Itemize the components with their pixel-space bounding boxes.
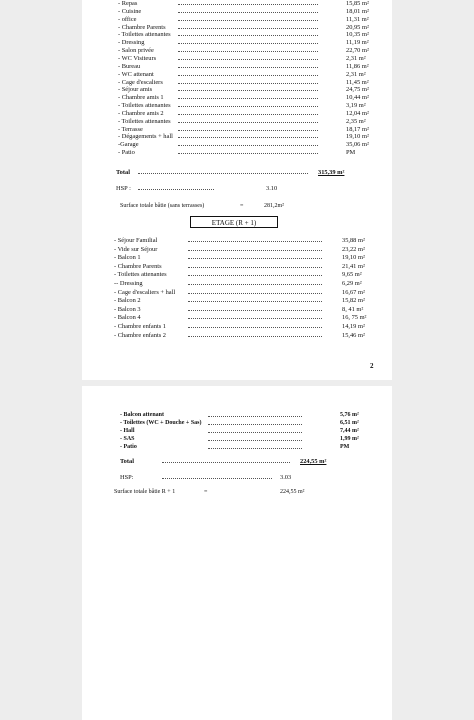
surface-equals: = — [240, 203, 244, 209]
room-area: 10,35 m² — [346, 31, 369, 39]
room-row — [114, 254, 365, 262]
room-name: - Repas — [118, 0, 138, 7]
room-name: - Chambre amis 2 — [118, 109, 164, 117]
dotted-leader — [188, 250, 322, 251]
room-area: 19,10 m² — [346, 133, 369, 141]
room-row — [114, 245, 365, 253]
surface-row — [114, 489, 354, 496]
room-name: - Toilettes attenantes — [118, 31, 171, 39]
room-name: - Toilettes attenantes — [118, 117, 171, 125]
surface-value: 281,2m² — [264, 203, 284, 209]
room-area: 2,31 m² — [346, 54, 366, 62]
room-area: 11,86 m² — [346, 62, 369, 70]
room-area: PM — [340, 444, 350, 450]
room-row — [114, 262, 365, 270]
total-row — [116, 169, 356, 176]
room-name: - office — [118, 15, 137, 23]
room-area: 2,31 m² — [346, 70, 366, 78]
room-row — [118, 141, 369, 149]
dotted-leader — [178, 4, 318, 5]
dotted-leader — [188, 310, 322, 311]
hsp-value: 3.10 — [266, 185, 278, 192]
room-name: -- Dressing — [114, 280, 143, 287]
room-area: 22,70 m² — [346, 47, 369, 55]
dotted-leader — [178, 59, 318, 60]
room-name: - Séjour amis — [118, 86, 153, 94]
room-name: - Vide sur Séjour — [114, 245, 158, 253]
room-area: 23,22 m² — [342, 245, 365, 253]
document-page-1 — [82, 0, 392, 380]
room-area: 8, 41 m² — [342, 305, 364, 313]
room-row — [118, 78, 369, 86]
room-name: - Salon privée — [118, 47, 154, 55]
dotted-leader — [208, 440, 302, 441]
room-row — [118, 133, 369, 141]
dotted-leader — [178, 98, 318, 99]
room-row — [118, 70, 366, 78]
total-row — [120, 458, 360, 465]
room-name: - Balcon 2 — [114, 297, 141, 305]
room-row — [120, 444, 360, 451]
room-area: 19,10 m² — [342, 254, 365, 262]
room-area: 1,99 m² — [340, 436, 359, 442]
dotted-leader — [178, 83, 318, 84]
room-row — [118, 102, 366, 110]
room-name: - Balcon attenant — [120, 412, 164, 418]
room-name: - Chambre Parents — [114, 262, 162, 270]
room-name: - Terrasse — [118, 125, 143, 133]
room-name: - Chambre amis 1 — [118, 94, 164, 102]
dotted-leader — [208, 432, 302, 433]
room-row — [118, 7, 369, 15]
dotted-leader — [208, 424, 302, 425]
room-row — [118, 149, 358, 156]
room-name: - Balcon 4 — [114, 314, 141, 322]
room-name: - Balcon 1 — [114, 254, 141, 262]
dotted-leader — [188, 258, 322, 259]
room-row — [120, 420, 360, 427]
room-row — [114, 271, 362, 279]
floor-heading: ETAGE (R + 1) — [190, 216, 278, 228]
room-area: 15,82 m² — [342, 297, 365, 305]
room-area: 5,76 m² — [340, 412, 359, 418]
room-row — [120, 428, 360, 435]
surface-label: Surface totale bâtie (sans terrasses) — [120, 203, 205, 209]
dotted-leader — [188, 284, 322, 285]
room-name: - Toilettes attenantes — [118, 102, 171, 110]
dotted-leader — [138, 173, 308, 174]
dotted-leader — [178, 145, 318, 146]
room-area: 3,19 m² — [346, 102, 366, 110]
room-row — [118, 47, 369, 55]
room-row — [118, 62, 369, 70]
room-row — [114, 331, 365, 339]
room-name: -Garage — [118, 141, 139, 149]
room-name: - Chambre enfants 2 — [114, 331, 166, 339]
room-name: - Cage d'escaliers + hall — [114, 288, 176, 296]
dotted-leader — [188, 318, 322, 319]
room-area: 20,95 m² — [346, 23, 369, 31]
dotted-leader — [208, 448, 302, 449]
room-area: 6,51 m² — [340, 420, 359, 426]
dotted-leader — [138, 189, 214, 190]
room-area: 11,31 m² — [346, 15, 369, 23]
room-name: - Balcon 3 — [114, 305, 141, 313]
room-area: 24,75 m² — [346, 86, 369, 94]
room-row — [114, 280, 362, 287]
room-area: 2,35 m² — [346, 117, 366, 125]
room-area: 15,85 m² — [346, 0, 369, 7]
room-row — [118, 15, 369, 23]
total-label: Total — [116, 169, 130, 176]
dotted-leader — [178, 28, 318, 29]
total-value: 224,55 m² — [300, 458, 327, 465]
room-row — [114, 305, 364, 313]
room-row — [118, 0, 369, 7]
room-name: - Dégagements + hall — [118, 133, 173, 141]
room-name: - Patio — [118, 149, 135, 157]
room-area: 16,67 m² — [342, 288, 365, 296]
room-name: - Chambre enfants 1 — [114, 323, 166, 330]
room-name: - Toilettes attenantes — [114, 271, 167, 279]
hsp-value: 3.03 — [280, 474, 292, 481]
room-area: 35,88 m² — [342, 237, 365, 244]
room-name: - Cage d'escaliers — [118, 78, 163, 86]
dotted-leader — [178, 153, 318, 154]
room-row — [114, 297, 365, 305]
dotted-leader — [178, 43, 318, 44]
dotted-leader — [178, 51, 318, 52]
surface-label: Surface totale bâtie R + 1 — [114, 489, 176, 495]
room-name: - SAS — [120, 436, 135, 442]
room-row — [118, 117, 366, 125]
hsp-row — [116, 185, 356, 192]
room-area: 18,17 m² — [346, 125, 369, 133]
room-name: - WC attenant — [118, 70, 154, 78]
room-name: - Hall — [120, 428, 135, 434]
dotted-leader — [178, 75, 318, 76]
document-page-2 — [82, 386, 392, 720]
room-name: - Toilettes (WC + Douche + Sas) — [120, 420, 202, 426]
dotted-leader — [162, 462, 290, 463]
room-area: 10,44 m² — [346, 94, 369, 102]
room-row — [118, 31, 369, 39]
hsp-label: HSP : — [116, 185, 131, 192]
room-name: - Patio — [120, 444, 137, 450]
room-row — [114, 314, 367, 322]
room-area: 11,19 m² — [346, 39, 369, 47]
room-row — [118, 125, 369, 133]
total-label: Total — [120, 458, 134, 465]
dotted-leader — [162, 478, 272, 479]
dotted-leader — [178, 90, 318, 91]
room-area: 16, 75 m² — [342, 314, 367, 322]
dotted-leader — [178, 114, 318, 115]
room-area: 15,46 m² — [342, 331, 365, 339]
hsp-row — [120, 474, 360, 481]
surface-row — [120, 203, 360, 210]
room-row — [118, 23, 369, 31]
room-name: - Cuisine — [118, 7, 142, 15]
room-row — [114, 288, 365, 296]
room-row — [114, 237, 365, 244]
dotted-leader — [178, 130, 318, 131]
dotted-leader — [188, 267, 322, 268]
room-area: 14,19 m² — [342, 323, 365, 330]
dotted-leader — [188, 336, 322, 337]
dotted-leader — [178, 106, 318, 107]
room-name: - Chambre Parents — [118, 23, 166, 31]
room-area: PM — [346, 149, 356, 157]
dotted-leader — [188, 293, 322, 294]
room-area: 11,45 m² — [346, 78, 369, 86]
dotted-leader — [188, 275, 322, 276]
dotted-leader — [178, 35, 318, 36]
surface-value: 224,55 m² — [280, 489, 305, 495]
room-area: 18,01 m² — [346, 7, 369, 15]
total-value: 315,39 m² — [318, 169, 345, 176]
room-name: - Dressing — [118, 39, 145, 47]
room-area: 35,06 m² — [346, 141, 369, 149]
dotted-leader — [178, 12, 318, 13]
room-row — [120, 412, 360, 419]
dotted-leader — [178, 137, 318, 138]
room-area: 9,65 m² — [342, 271, 362, 279]
dotted-leader — [178, 20, 318, 21]
room-area: 6,29 m² — [342, 280, 362, 287]
room-row — [118, 94, 369, 102]
room-area: 21,41 m² — [342, 262, 365, 270]
page-number: 2 — [370, 362, 374, 370]
room-name: - WC Visiteurs — [118, 54, 157, 62]
room-area: 7,44 m² — [340, 428, 359, 434]
dotted-leader — [178, 67, 318, 68]
room-row — [118, 109, 369, 117]
dotted-leader — [188, 327, 322, 328]
room-row — [118, 86, 369, 94]
hsp-label: HSP: — [120, 474, 134, 481]
room-row — [118, 54, 366, 62]
room-row — [114, 323, 365, 330]
dotted-leader — [188, 241, 322, 242]
room-row — [118, 39, 369, 47]
dotted-leader — [178, 122, 318, 123]
room-name: - Bureau — [118, 62, 141, 70]
dotted-leader — [208, 416, 302, 417]
room-row — [120, 436, 360, 443]
room-area: 12,04 m² — [346, 109, 369, 117]
surface-equals: = — [204, 489, 208, 495]
dotted-leader — [188, 301, 322, 302]
room-name: - Séjour Familial — [114, 237, 158, 244]
